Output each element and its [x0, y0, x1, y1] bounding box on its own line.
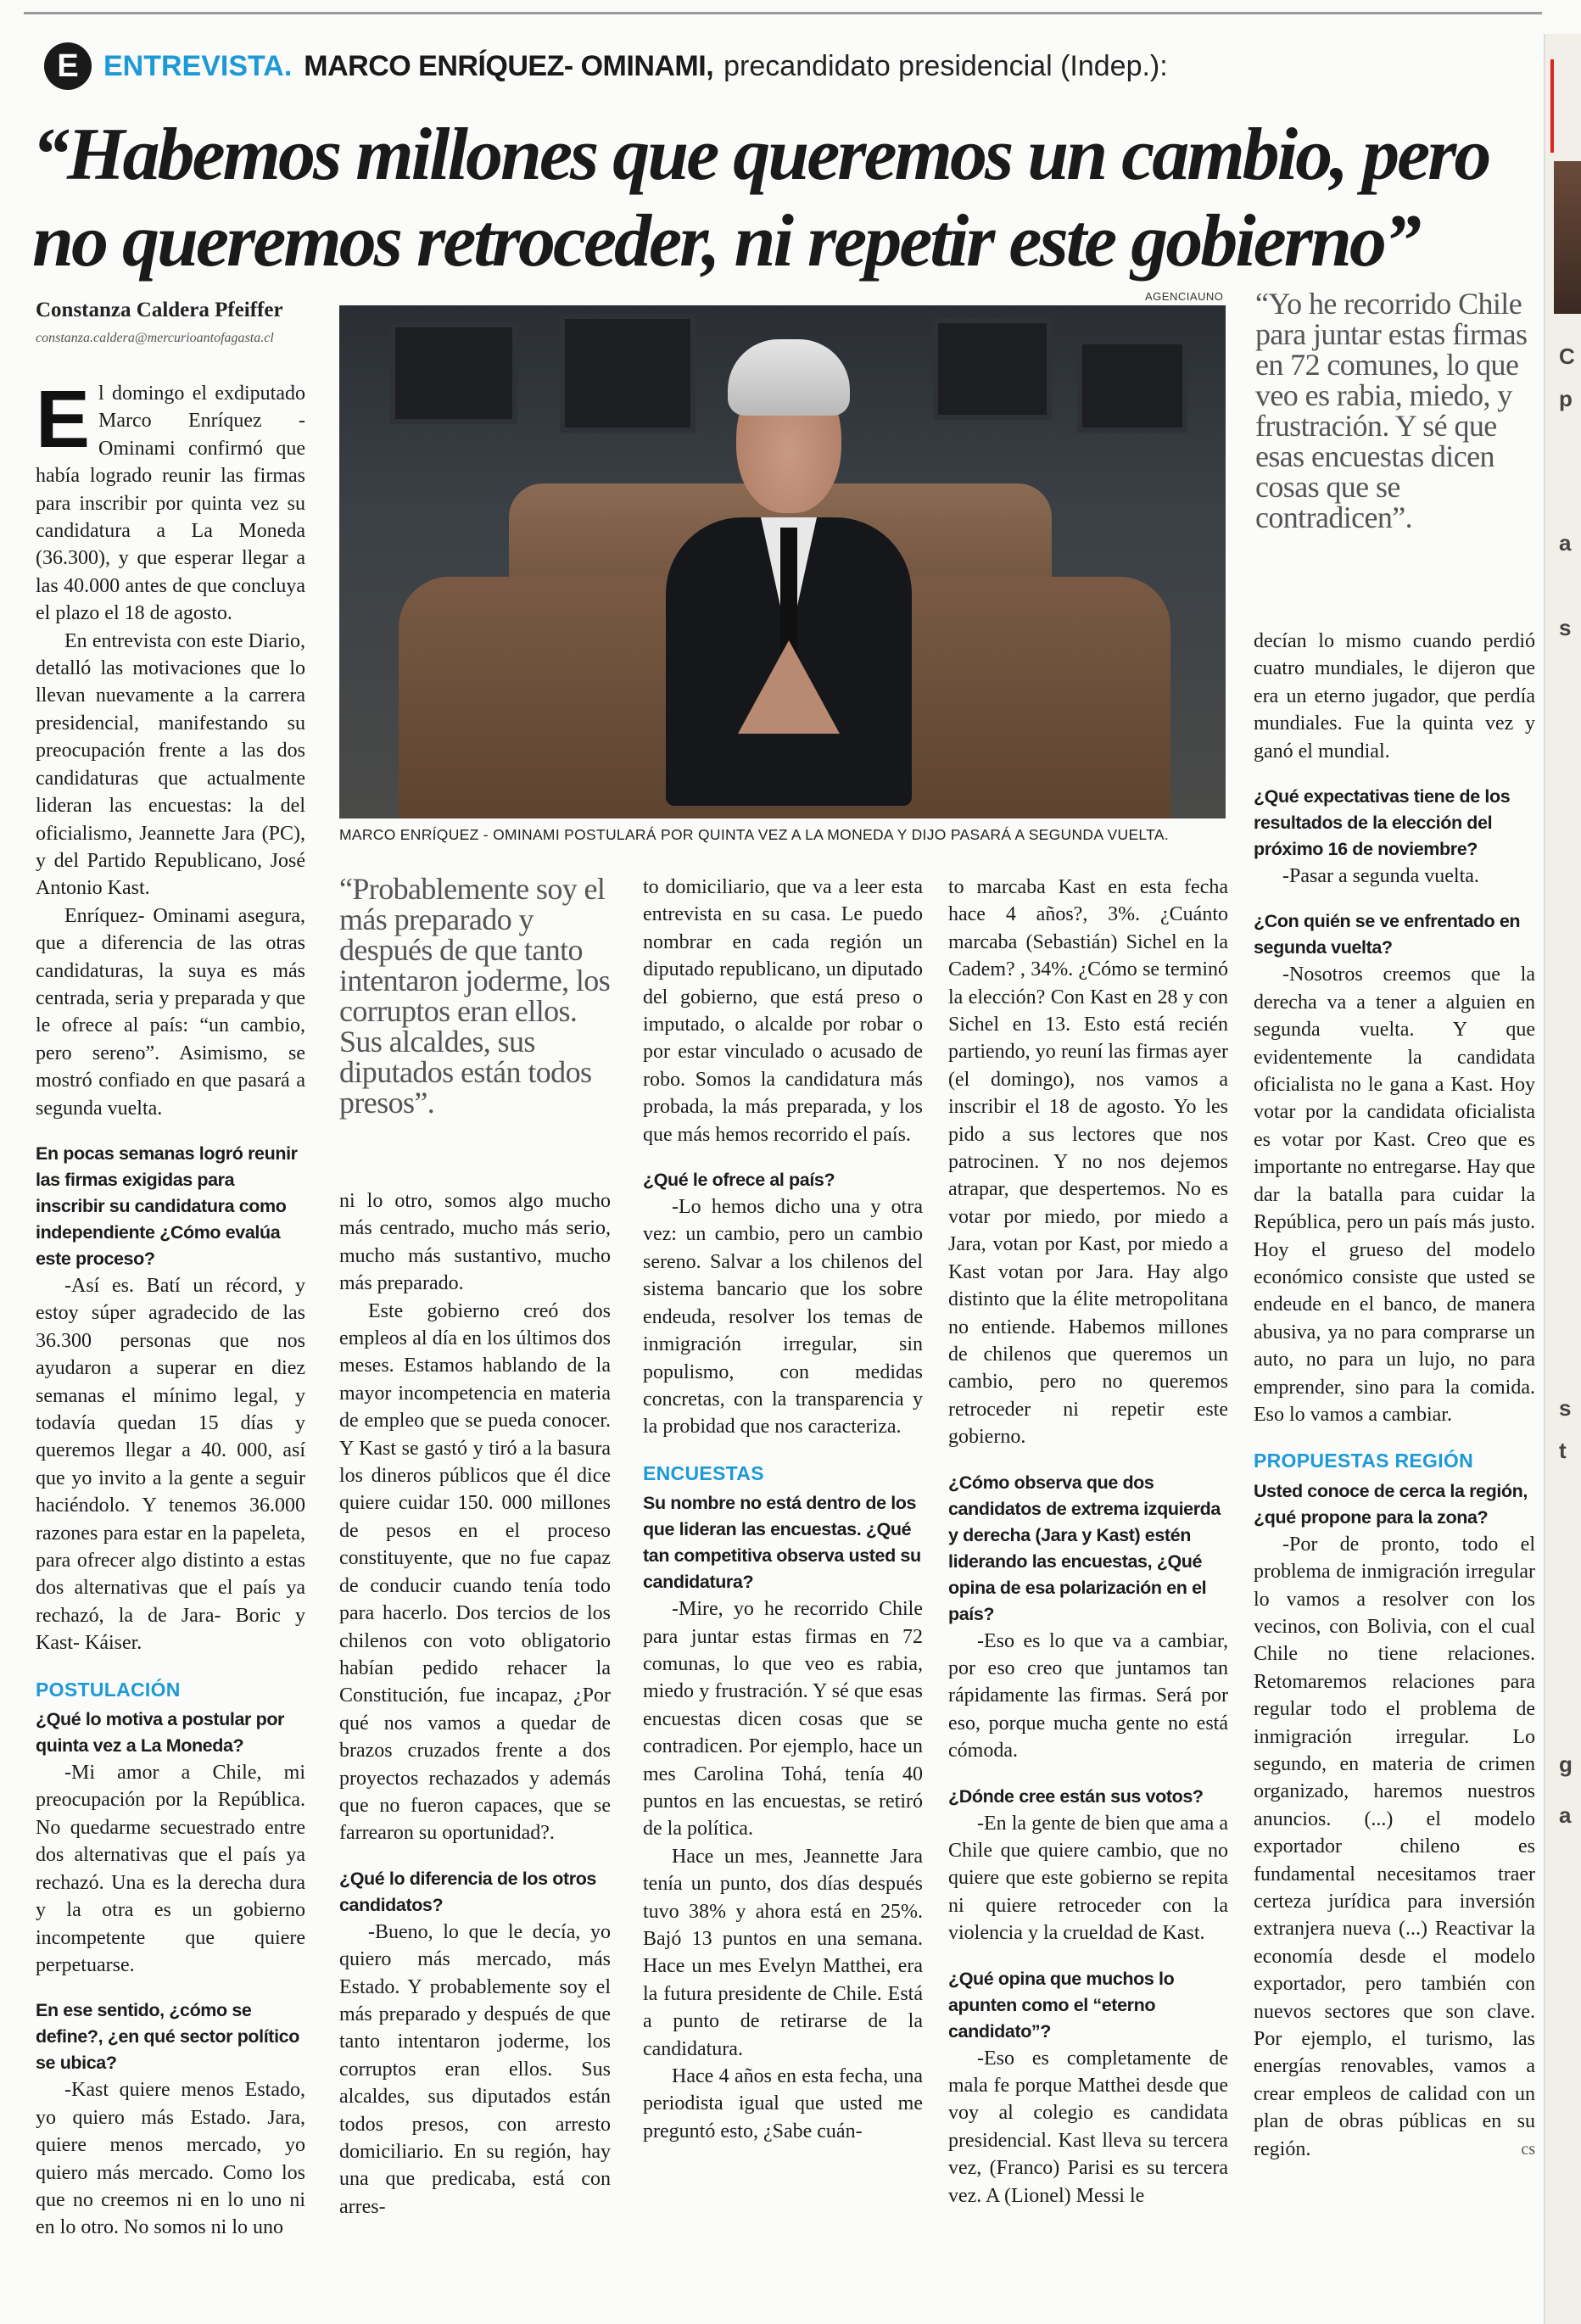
answer: -Eso es completamente de mala fe porque Matthei desde que voy al colegio es candidata presidencial. Kast lleva su tercera vez, (Franco) Parisi es su tercera vez. A (Lionel) Messi le [948, 2047, 1228, 2207]
end-mark: cs [1521, 2139, 1535, 2159]
column-2 [339, 1187, 611, 2221]
body-paragraph: Hace 4 años en esta fecha, una periodista igual que usted me preguntó esto, ¿Sabe cuán- [643, 2065, 923, 2142]
question: Su nombre no está dentro de los que lideran las encuestas. ¿Qué tan competitiva observa usted su candidatura? [643, 1493, 921, 1593]
answer: -En la gente de bien que ama a Chile que quiere cambio, que no quiere que este gobierno se repita ni quiere retroceder con la violencia y la crueldad de Kast. [948, 1812, 1228, 1945]
answer: -Así es. Batí un récord, y estoy súper agradecido de las 36.300 personas que nos ayudaron a superar en diez semanas el mínimo legal, y todavía quedan 15 días y queremos llegar a 40. 000, así que yo invito a la gente a seguir haciéndolo. Y tenemos 36.000 razones para estar en la papeleta, para ofrecer algo distinto a estas dos alternativas que el país ya rechazó, la de Jara- Boric y Kast- Káiser. [36, 1274, 305, 1655]
subheading: POSTULACIÓN [36, 1678, 181, 1701]
question: ¿Cómo observa que dos candidatos de extrema izquierda y derecha (Jara y Kast) estén liderando las encuestas, ¿Qué opina de esa polarización en el país? [948, 1472, 1221, 1624]
question: ¿Qué lo motiva a postular por quinta vez a La Moneda? [36, 1709, 285, 1757]
photo-credit: AGENCIAUNO [1145, 290, 1224, 303]
question: En ese sentido, ¿cómo se define?, ¿en qué sector político se ubica? [36, 2000, 299, 2074]
adjacent-accent-bar [1550, 59, 1554, 153]
byline-email: constanza.caldera@mercurioantofagasta.cl [36, 331, 274, 345]
adjacent-text-fragment: p [1559, 386, 1573, 411]
column-5 [1254, 628, 1535, 2163]
body-paragraph: Este gobierno creó dos empleos al día en los últimos dos meses. Estamos hablando de la mayor incompetencia en materia de empleo que se pueda conocer. Y Kast se gastó y tiró a la basura los dineros públicos que él dice quiere cuidar 150. 000 millones de pesos en el proceso constituyente, que no fue capaz de conducir cuando tenía todo para hacerlo. Dos tercios de los chilenos con voto obligatorio habían pedido rehacer la Constitución, fue incapaz, ¿Por qué nos vamos a quedar de brazos cruzados frente a dos proyectos rechazados y además que no fueron capaces, que se farrearon su oportunidad?. [339, 1299, 611, 1845]
wall-frame [390, 322, 517, 424]
question: ¿Qué le ofrece al país? [643, 1170, 835, 1191]
answer: -Lo hemos dicho una y otra vez: un cambio, pero un cambio sereno. Salvar a los chilenos del sistema bancario que los sobre endeuda, resolver los temas de inmigración irregular, sin populismo, con medidas concretas, con la transparencia y la probidad que nos caracteriza. [643, 1196, 923, 1439]
answer: -Bueno, lo que le decía, yo quiero más mercado, más Estado. Y probablemente soy el más preparado y después de que tanto intentaron joderme, los corruptos eran ellos. Sus alcaldes, sus diputados están todos presos, con arresto domiciliario. En su región, hay una que predicaba, está con arres- [339, 1920, 611, 2218]
photo-caption: MARCO ENRÍQUEZ - OMINAMI POSTULARÁ POR QUINTA VEZ A LA MONEDA Y DIJO PASARÁ A SEGUNDA VUELTA. [339, 826, 1169, 843]
pull-quote-middle: “Probablemente soy el más preparado y después de que tanto intentaron joderme, los corruptos eran ellos. Sus alcaldes, sus diputados están todos presos”. [339, 872, 611, 1120]
pull-quote-right: “Yo he recorrido Chile para juntar estas firmas en 72 comunes, lo que veo es rabia, miedo, y frustración. Y sé que esas encuestas dicen cosas que se contradicen”. [1255, 287, 1528, 534]
adjacent-text-fragment: s [1559, 615, 1572, 640]
answer: -Por de pronto, todo el problema de inmigración irregular lo vamos a resolver con los vecinos, con Bolivia, con el cual Chile no tiene relaciones. Retomaremos relaciones para regular todo el problema de inmigración irregular. Lo segundo, en materia de crimen organizado, haremos nuestros anuncios. (...) el modelo exportador chileno es fundamental necesitamos traer certeza jurídica para inversión extranjera nueva (...) Reactivar la economía desde el modelo exportador, pero también con nuevos sectores que son clave. Por ejemplo, el turismo, las energías renovables, vamos a crear empleos de calidad con un plan de obras públicas en su región. cs [1254, 1531, 1535, 2163]
answer: -Mi amor a Chile, mi preocupación por la República. No quedarme secuestrado entre dos alternativas que el país ya rechazó. Una es la derecha dura y la otra es un gobierno incompetente que quiere perpetuarse. [36, 1762, 305, 1976]
headline: “Habemos millones que queremos un cambio, pero no queremos retroceder, ni repetir este gobierno” [32, 114, 1489, 282]
subheading: PROPUESTAS REGIÓN [1254, 1450, 1473, 1472]
question: ¿Qué opina que muchos lo apunten como el “eterno candidato”? [948, 1968, 1175, 2042]
adjacent-text-fragment: a [1559, 1802, 1572, 1828]
adjacent-text-fragment: a [1559, 530, 1572, 556]
answer: -Kast quiere menos Estado, yo quiero más Estado. Jara, quiere menos mercado, yo quiero más mercado. Como los que no creemos ni en lo uno ni en lo otro. No somos ni lo uno [36, 2079, 305, 2239]
byline-author: Constanza Caldera Pfeiffer [36, 299, 283, 321]
wall-frame [560, 314, 696, 433]
kicker [44, 39, 1168, 93]
lead-paragraph: El domingo el exdiputado Marco Enríquez - Ominami confirmó que había logrado reunir las firmas para inscribir por quinta vez su candidatura a La Moneda (36.300), y que esperar llegar a las 40.000 antes de que concluya el plazo el 18 de agosto. [36, 374, 305, 625]
body-paragraph: En entrevista con este Diario, detalló las motivaciones que lo llevan nuevamente a la carrera presidencial, manifestando su preocupación frente a las dos candidaturas que actualmente lideran las encuestas: la del oficialismo, Jeannette Jara (PC), y del Partido Republicano, José Antonio Kast. [36, 629, 305, 900]
answer: -Pasar a segunda vuelta. [1282, 865, 1479, 888]
answer: -Eso es lo que va a cambiar, por eso creo que juntamos tan rápidamente las firmas. Será por eso, porque mucha gente no está cómoda. [948, 1629, 1228, 1763]
answer-continued: decían lo mismo cuando perdió cuatro mundiales, le dijeron que era un eterno jugador, que perdía mundiales. Fue la quinta vez y ganó el mundial. [1254, 630, 1535, 763]
column-3 [643, 874, 923, 2145]
interviewee-name: MARCO ENRÍQUEZ- OMINAMI, [304, 49, 714, 82]
adjacent-text-fragment: t [1559, 1438, 1567, 1463]
question: Usted conoce de cerca la región, ¿qué propone para la zona? [1254, 1480, 1528, 1528]
drop-cap: E [36, 374, 91, 465]
hair [728, 339, 850, 416]
question: ¿Qué expectativas tiene de los resultados de la elección del próximo 16 de noviembre? [1254, 786, 1511, 860]
adjacent-text-fragment: C [1559, 344, 1575, 369]
subheading: ENCUESTAS [643, 1461, 764, 1484]
answer: -Mire, yo he recorrido Chile para juntar estas firmas en 72 comunas, lo que veo es rabia, miedo y frustración. Y sé que esas encuestas dicen cosas que se contradicen. Por ejemplo, hace un mes Carolina Tohá, tenía 40 puntos en las encuestas, se retiró de la política. [643, 1598, 923, 1841]
answer-continued: to domiciliario, que va a leer esta entrevista en su casa. Le puedo nombrar en cada región un diputado republicano, un diputado del gobierno, que está preso o imputado, o alcalde por robar o por estar vinculado o acusado de robo. Somos la candidatura más probada, la más preparada, y los que más hemos recorrido el país. [643, 876, 923, 1146]
interviewee-photo [339, 305, 1226, 818]
section-badge: E [44, 42, 92, 90]
interviewee-role: precandidato presidencial (Indep.): [723, 49, 1168, 82]
wall-frame [1077, 339, 1187, 433]
answer-continued: ni lo otro, somos algo mucho más centrado, mucho más serio, mucho más sustantivo, mucho más preparado. [339, 1190, 611, 1295]
answer-continued: to marcaba Kast en esta fecha hace 4 años?, 3%. ¿Cuánto marcaba (Sebastián) Sichel en la Cadem? , 34%. ¿Cómo se terminó la elección? Con Kast en 28 y con Sichel en 13. Esto está recién partiendo, yo reuní las firmas ayer (el domingo), nos vamos a inscribir el 18 de agosto. Yo les pido a sus lectores que nos patrocinen. Y no nos dejemos atrapar, que despertemos. No es votar por miedo, por miedo a Jara, votan por Kast, por miedo a Kast votan por Jara. Hay algo distinto que la élite metropolitana no entiende. Habemos millones de chilenos que queremos un cambio, pero no queremos retroceder ni repetir este gobierno. [948, 876, 1228, 1449]
body-paragraph: Hace un mes, Jeannette Jara tenía un punto, dos días después tuvo 38% y ahora está en 25%. Bajó 13 puntos en una semana. Hace un mes Evelyn Matthei, era la futura presidente de Chile. Está a punto de retirarse de la candidatura. [643, 1845, 923, 2060]
answer: -Nosotros creemos que la derecha va a tener a alguien en segunda vuelta. Y que evidentemente la candidata oficialista no le gana a Kast. Hoy votar por la candidata oficialista es votar por Kast. Creo que es importante no entregarse. Hay que dar la batalla para cuidar la República, pero un país más justo. Hoy el grueso del modelo económico consiste que usted se endeude en el banco, de manera abusiva, ya no para comprarse un auto, no para un lujo, no para emprender, sino para la comida. Eso lo vamos a cambiar. [1254, 964, 1535, 1426]
section-label: ENTREVISTA. [103, 49, 293, 82]
adjacent-photo [1554, 161, 1581, 314]
column-1 [36, 374, 305, 2242]
question: ¿Con quién se ve enfrentado en segunda vuelta? [1254, 911, 1521, 958]
column-4 [948, 874, 1228, 2209]
wall-frame [933, 318, 1052, 420]
adjacent-text-fragment: g [1559, 1751, 1573, 1777]
question: ¿Qué lo diferencia de los otros candidatos? [339, 1868, 596, 1915]
question: ¿Dónde cree están sus votos? [948, 1785, 1204, 1807]
top-rule [24, 12, 1542, 14]
adjacent-article-strip [1544, 34, 1581, 2324]
body-paragraph: Enríquez- Ominami asegura, que a diferencia de las otras candidaturas, la suya es más centrada, seria y preparada y que le ofrece al país: “un cambio, pero sereno”. Asimismo, se mostró confiado en que pasará a segunda vuelta. [36, 904, 305, 1120]
adjacent-text-fragment: s [1559, 1395, 1572, 1421]
question: En pocas semanas logró reunir las firmas exigidas para inscribir su candidatura como independiente ¿Cómo evalúa este proceso? [36, 1142, 298, 1269]
